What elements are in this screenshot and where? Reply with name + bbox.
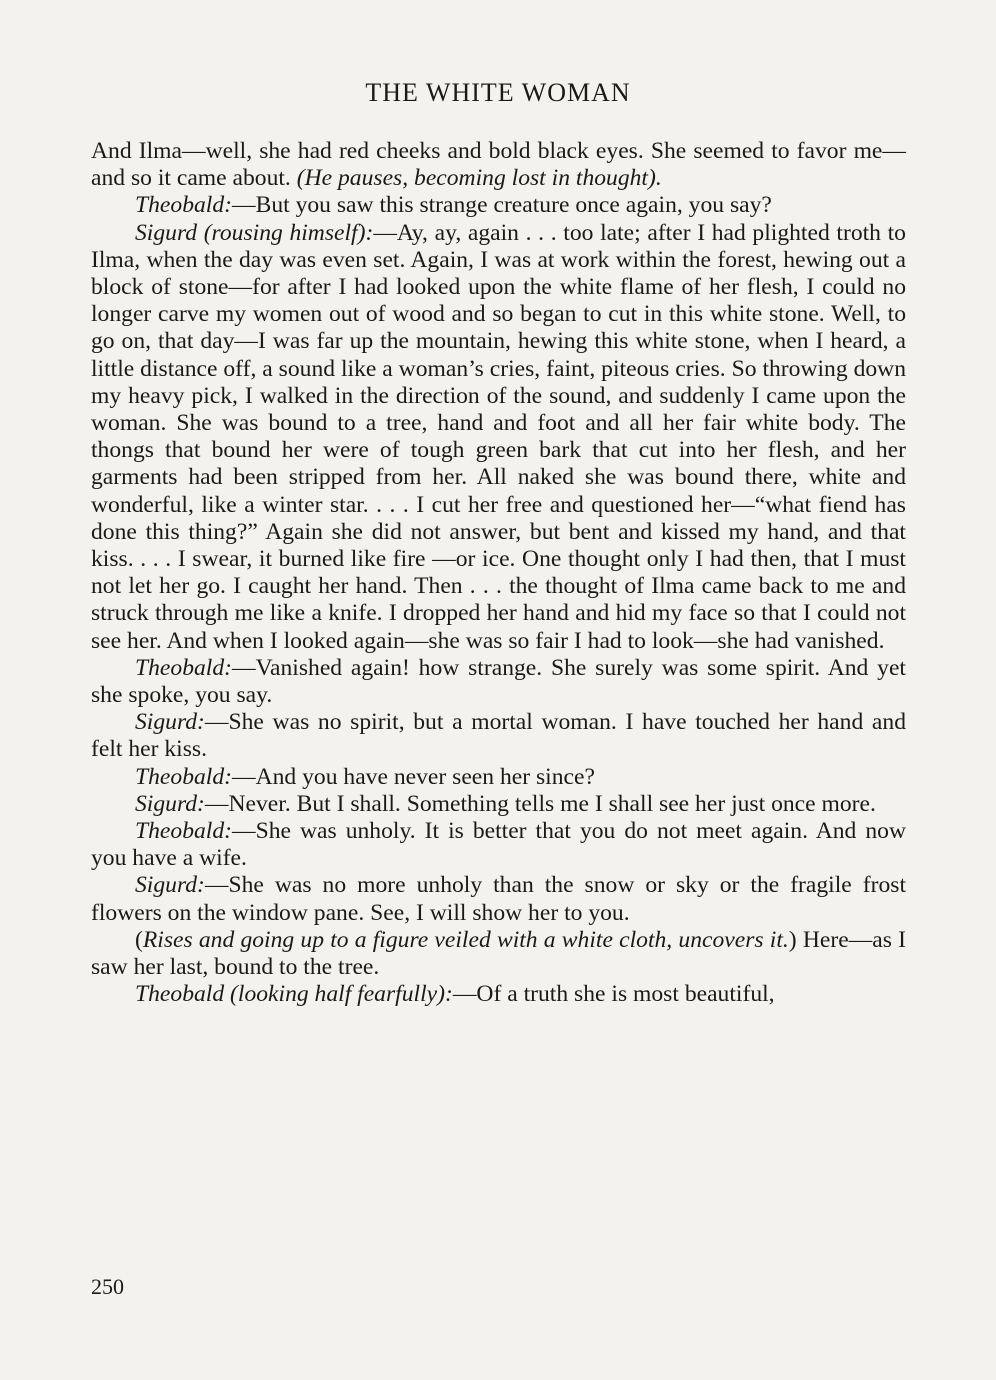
paren-close: ) (788, 926, 797, 953)
running-head: THE WHITE WOMAN (365, 78, 631, 107)
paragraph-text: —Vanished again! how strange. She surely was some spirit. And yet she spoke, you say. (91, 654, 906, 709)
paragraph (91, 818, 906, 872)
paragraph (91, 981, 906, 1008)
paragraph (91, 927, 906, 981)
page-body (91, 138, 906, 1009)
paragraph-text: —She was unholy. It is better that you do not meet again. And now you have a wife. (91, 818, 906, 872)
paragraph-text: Here—as I saw her last, bound to the tree. (91, 926, 906, 981)
paragraph (91, 655, 906, 709)
speaker-label: Sigurd: (135, 790, 205, 817)
paragraph-text: —She was no more unholy than the snow or sky or the fragile frost flowers on the window pane. See, I will show her to you. (91, 872, 906, 926)
paragraph (91, 138, 906, 192)
paragraph-text: —And you have never seen her since? (232, 763, 595, 790)
speaker-label: Sigurd: (135, 872, 205, 899)
speaker-label: Theobald: (135, 763, 232, 790)
speaker-label: Sigurd (rousing himself): (135, 219, 374, 246)
paragraph-text: —But you saw this strange creature once again, you say? (232, 192, 772, 219)
paragraph-text: And Ilma—well, she had red cheeks and bold black eyes. She seemed to favor me—and so it came about. (91, 138, 906, 192)
speaker-label: Theobald: (135, 818, 232, 845)
page-number: 250 (91, 1274, 124, 1299)
speaker-label: Sigurd: (135, 709, 205, 736)
paragraph (91, 872, 906, 926)
paren-open: ( (135, 926, 143, 953)
paragraph (91, 220, 906, 655)
paragraph (91, 709, 906, 763)
speaker-label: Theobald: (135, 654, 232, 681)
speaker-label: Theobald: (135, 192, 232, 219)
stage-direction: Rises and going up to a figure veiled with a white cloth, uncovers it. (142, 926, 789, 953)
paragraph-text: —She was no spirit, but a mortal woman. I have touched her hand and felt her kiss. (91, 709, 906, 763)
paragraph-text: —Of a truth she is most beautiful, (452, 981, 775, 1008)
paragraph (91, 791, 906, 818)
speaker-label: Theobald (looking half fearfully): (135, 981, 453, 1008)
paragraph-text: —Ay, ay, again . . . too late; after I had plighted troth to Ilma, when the day was even set. Again, I was at work within the forest, hewing out a block of stone—for after I had looked upon the white flame of her flesh, I could no longer carve my women out of wood and so began to cut in this white stone. Well, to go on, that day—I was far up the mountain, hewing this white stone, when I heard, a little distance off, a sound like a woman’s cries, faint, piteous cries. So throwing down my heavy pick, I walked in the direction of the sound, and suddenly I came upon the woman. She was bound to a tree, hand and foot and all her fair white body. The thongs that bound her were of tough green bark that cut into her flesh, and her garments had been stripped from her. All naked she was bound there, white and wonderful, like a winter star. . . . I cut her free and questioned her—“what fiend has done this thing?” Again she did not answer, but bent and kissed my hand, and that kiss. . . . I swear, it burned like fire —or ice. One thought only I had then, that I must not let her go. I caught her hand. Then . . . the thought of Ilma came back to me and struck through me like a knife. I dropped her hand and hid my face so that I could not see her. And when I looked again—she was so fair I had to look—she had vanished. (91, 219, 906, 654)
stage-direction: (He pauses, becoming lost in thought). (296, 165, 662, 192)
paragraph-text: —Never. But I shall. Something tells me I shall see her just once more. (204, 790, 876, 817)
paragraph (91, 764, 906, 791)
paragraph (91, 192, 906, 219)
